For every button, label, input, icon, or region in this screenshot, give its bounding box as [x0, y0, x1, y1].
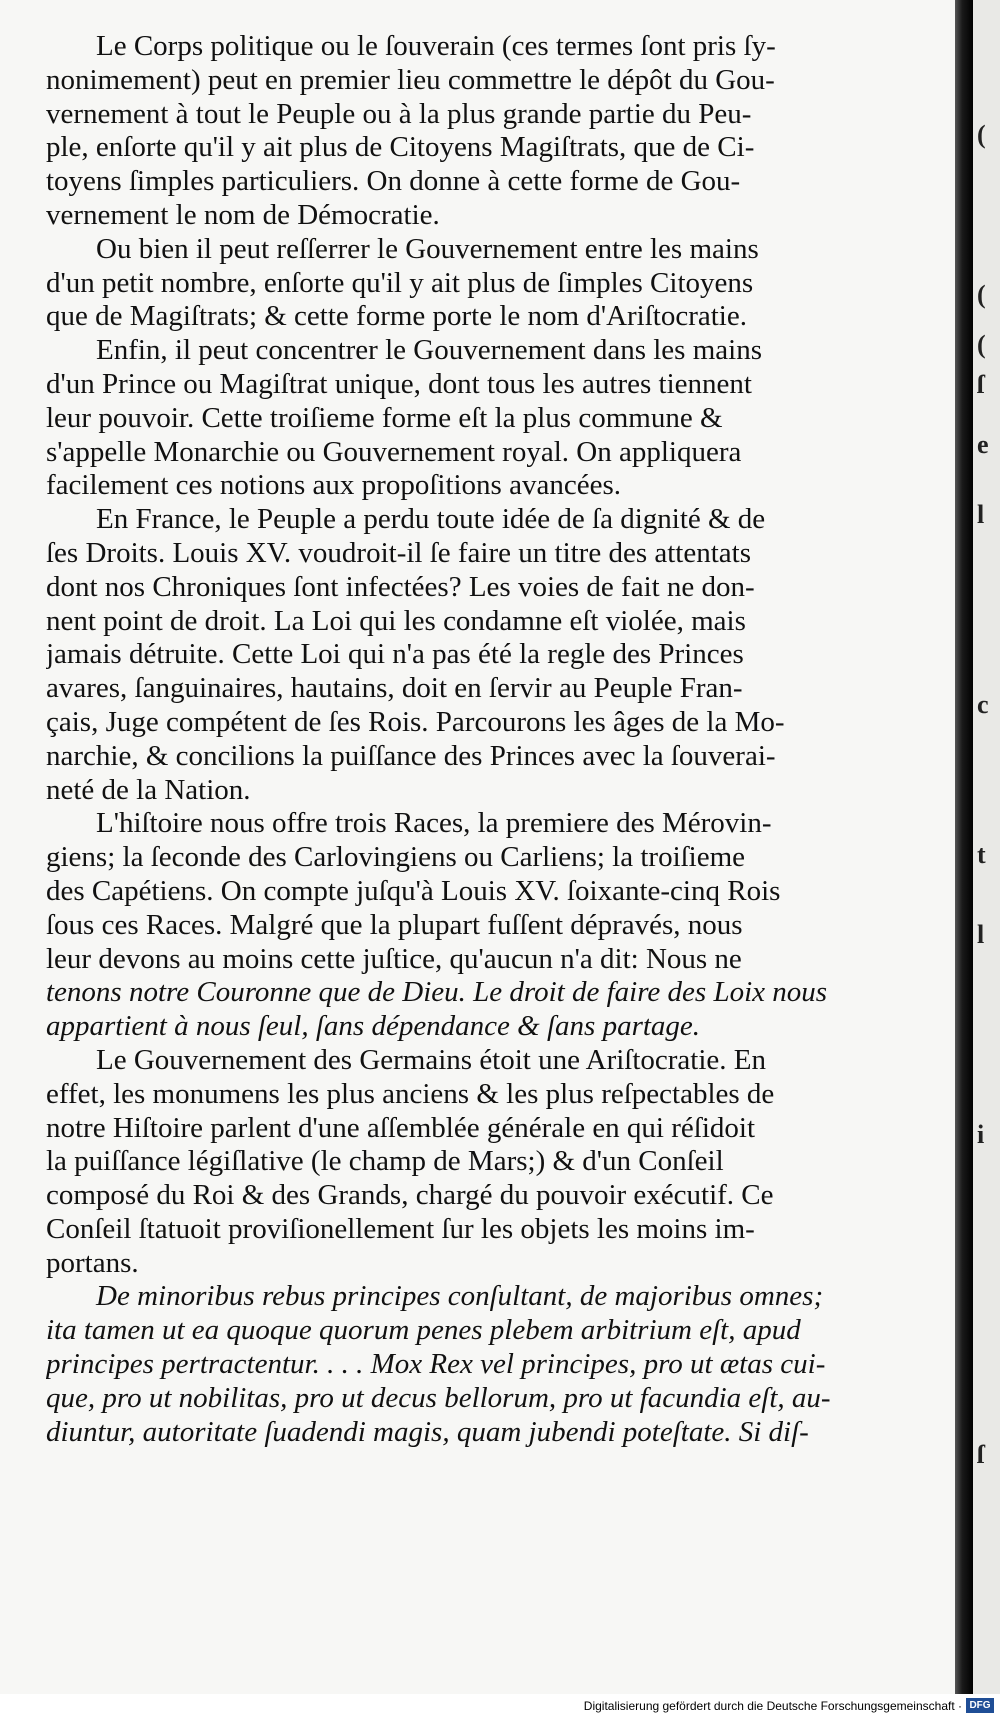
- margin-glyph: (: [977, 280, 986, 309]
- margin-glyph: ſ: [977, 370, 985, 399]
- text-line: En France, le Peuple a perdu toute idée de ſa dignité & de: [96, 503, 766, 536]
- text-line: que de Magiſtrats; & cette forme porte le nom d'Ariſtocratie.: [46, 300, 747, 333]
- margin-glyph: c: [977, 690, 989, 719]
- text-line: De minoribus rebus principes conſultant, de majoribus omnes;: [96, 1280, 824, 1313]
- text-line: appartient à nous ſeul, ſans dépendance & ſans partage.: [46, 1010, 701, 1043]
- margin-glyph: t: [977, 840, 986, 869]
- text-line: Le Gouvernement des Germains étoit une Ariſtocratie. En: [96, 1043, 767, 1076]
- text-line: ita tamen ut ea quoque quorum penes plebem arbitrium eſt, apud: [46, 1314, 801, 1347]
- text-line: Le Corps politique ou le ſouverain (ces termes ſont pris ſy-: [96, 30, 776, 62]
- funding-notice: Digitalisierung gefördert durch die Deutsche Forschungsgemeinschaft ·: [583, 1699, 962, 1713]
- text-line: ple, enſorte qu'il y ait plus de Citoyens Magiſtrats, que de Ci-: [46, 131, 755, 164]
- text-line: portans.: [46, 1246, 139, 1279]
- margin-glyph: i: [977, 1120, 985, 1149]
- text-line: d'un Prince ou Magiſtrat unique, dont tous les autres tiennent: [46, 367, 752, 400]
- text-line: composé du Roi & des Grands, chargé du pouvoir exécutif. Ce: [46, 1179, 774, 1212]
- text-line: jamais détruite. Cette Loi qui n'a pas été la regle des Princes: [46, 638, 744, 671]
- dfg-logo: DFG: [966, 1698, 994, 1713]
- text-line: ſes Droits. Louis XV. voudroit-il ſe faire un titre des attentats: [46, 536, 751, 569]
- margin-glyph: (: [977, 120, 986, 149]
- text-line: des Capétiens. On compte juſqu'à Louis XV. ſoixante-cinq Rois: [46, 874, 781, 907]
- text-line: que, pro ut nobilitas, pro ut decus bellorum, pro ut facundia eſt, au-: [46, 1381, 831, 1414]
- text-line: diuntur, autoritate ſuadendi magis, quam jubendi poteſtate. Si diſ-: [46, 1415, 809, 1448]
- text-line: çais, Juge compétent de ſes Rois. Parcourons les âges de la Mo-: [46, 705, 785, 738]
- text-line: principes pertractentur. . . . Mox Rex vel principes, pro ut ætas cui-: [46, 1348, 826, 1381]
- text-line: tenons notre Couronne que de Dieu. Le droit de faire des Loix nous: [46, 976, 828, 1009]
- text-line: d'un petit nombre, enſorte qu'il y ait plus de ſimples Citoyens: [46, 266, 754, 299]
- text-line: ſous ces Races. Malgré que la plupart fuſſent dépravés, nous: [46, 908, 743, 941]
- digitization-footer: [0, 1694, 1000, 1719]
- text-line: effet, les monumens les plus anciens & les plus reſpectables de: [46, 1077, 775, 1110]
- text-line: notre Hiſtoire parlent d'une aſſemblée générale en qui réſidoit: [46, 1111, 755, 1144]
- text-line: la puiſſance légiſlative (le champ de Mars;) & d'un Conſeil: [46, 1145, 724, 1178]
- text-line: Conſeil ſtatuoit proviſionellement ſur les objets les moins im-: [46, 1212, 755, 1245]
- text-line: nonimement) peut en premier lieu commettre le dépôt du Gou-: [46, 63, 775, 96]
- text-line: leur devons au moins cette juſtice, qu'aucun n'a dit: Nous ne: [46, 942, 742, 975]
- adjacent-page-edge: [973, 0, 1000, 1719]
- margin-glyph: ſ: [977, 1440, 985, 1469]
- text-line: nent point de droit. La Loi qui les condamne eſt violée, mais: [46, 604, 746, 637]
- text-line: dont nos Chroniques ſont infectées? Les voies de fait ne don-: [46, 570, 755, 603]
- margin-glyph: l: [977, 920, 985, 949]
- text-line: narchie, & concilions la puiſſance des Princes avec la ſouverai-: [46, 739, 776, 772]
- text-line: Enfin, il peut concentrer le Gouvernement dans les mains: [96, 334, 762, 367]
- text-line: giens; la ſeconde des Carlovingiens ou Carliens; la troiſieme: [46, 841, 746, 874]
- text-line: s'appelle Monarchie ou Gouvernement royal. On appliquera: [46, 435, 742, 468]
- text-line: leur pouvoir. Cette troiſieme forme eſt la plus commune &: [46, 401, 723, 434]
- text-line: L'hiſtoire nous offre trois Races, la premiere des Mérovin-: [96, 807, 772, 840]
- text-line: facilement ces notions aux propoſitions avancées.: [46, 469, 621, 502]
- text-line: vernement à tout le Peuple ou à la plus grande partie du Peu-: [46, 97, 752, 130]
- text-line: toyens ſimples particuliers. On donne à cette forme de Gou-: [46, 165, 741, 198]
- text-line: vernement le nom de Démocratie.: [46, 198, 440, 231]
- text-line: avares, ſanguinaires, hautains, doit en ſervir au Peuple Fran-: [46, 672, 743, 705]
- margin-glyph: e: [977, 430, 989, 459]
- text-line: Ou bien il peut reſſerrer le Gouvernement entre les mains: [96, 232, 759, 265]
- text-line: neté de la Nation.: [46, 773, 251, 806]
- margin-glyph: l: [977, 500, 985, 529]
- page-body-text: [46, 30, 956, 1449]
- book-binding-gutter: [955, 0, 973, 1719]
- margin-glyph: (: [977, 330, 986, 359]
